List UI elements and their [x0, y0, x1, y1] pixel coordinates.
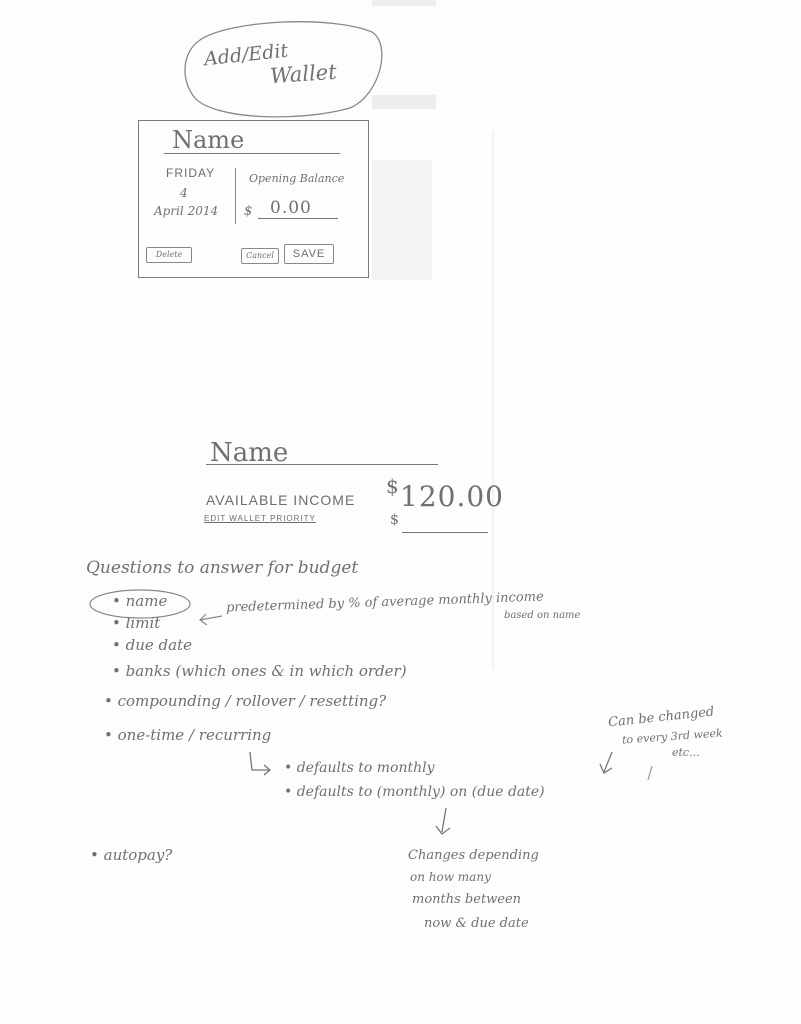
- recurring-note-1: • defaults to monthly: [284, 760, 435, 776]
- delete-button[interactable]: Delete: [146, 247, 192, 263]
- opening-balance-label: Opening Balance: [249, 172, 345, 185]
- question-item-compounding: • compounding / rollover / resetting?: [104, 692, 387, 710]
- bubble-title-line1: Add/Edit: [203, 39, 290, 71]
- recurring-arrow: [250, 752, 270, 775]
- limit-note: predetermined by % of average monthly income: [225, 589, 544, 616]
- amount-input-underline[interactable]: [402, 532, 488, 533]
- question-item-due-date: • due date: [112, 636, 192, 654]
- change-arrow: [600, 752, 612, 773]
- depending-note-line2: on how many: [410, 870, 491, 884]
- available-amount: 120.00: [400, 480, 504, 513]
- recurring-note-2: • defaults to (monthly) on (due date): [284, 784, 545, 800]
- change-note-line3: etc...: [672, 746, 700, 759]
- bubble-title-line2: Wallet: [269, 59, 338, 89]
- question-item-banks: • banks (which ones & in which order): [112, 662, 407, 680]
- opening-currency: $: [244, 204, 253, 219]
- amount-currency-2: $: [390, 512, 399, 528]
- cancel-button[interactable]: Cancel: [241, 248, 279, 264]
- autopay-item: • autopay?: [90, 846, 173, 864]
- available-income-label: AVAILABLE INCOME: [206, 492, 356, 508]
- questions-heading: Questions to answer for budget: [86, 558, 359, 578]
- budget-name-label: Name: [210, 438, 289, 468]
- amount-currency: $: [386, 474, 399, 498]
- change-note-line2: to every 3rd week: [621, 726, 723, 747]
- depending-note-line4: now & due date: [424, 916, 529, 931]
- question-item-recurring: • one-time / recurring: [104, 726, 272, 744]
- limit-note-sub: based on name: [504, 610, 581, 621]
- depending-note-line3: months between: [412, 892, 522, 907]
- wallet-date-num: 4: [180, 186, 188, 200]
- limit-arrow: [200, 614, 222, 625]
- change-note-line1: Can be changed: [607, 704, 715, 731]
- wallet-month-year: April 2014: [154, 204, 219, 218]
- opening-balance-input[interactable]: 0.00: [270, 198, 312, 218]
- wallet-name-underline: [164, 153, 340, 154]
- budget-name-underline: [206, 464, 438, 465]
- save-button[interactable]: SAVE: [284, 244, 334, 264]
- wallet-name-label: Name: [172, 126, 245, 154]
- edit-wallet-priority-link[interactable]: EDIT WALLET PRIORITY: [204, 514, 316, 523]
- wallet-divider: [235, 168, 236, 224]
- depending-note-line1: Changes depending: [408, 848, 539, 863]
- wallet-day: FRIDAY: [166, 166, 216, 180]
- question-item-name: • name: [112, 592, 168, 610]
- down-arrow: [436, 808, 450, 834]
- question-item-limit: • limit: [112, 614, 161, 632]
- opening-balance-underline: [258, 218, 338, 219]
